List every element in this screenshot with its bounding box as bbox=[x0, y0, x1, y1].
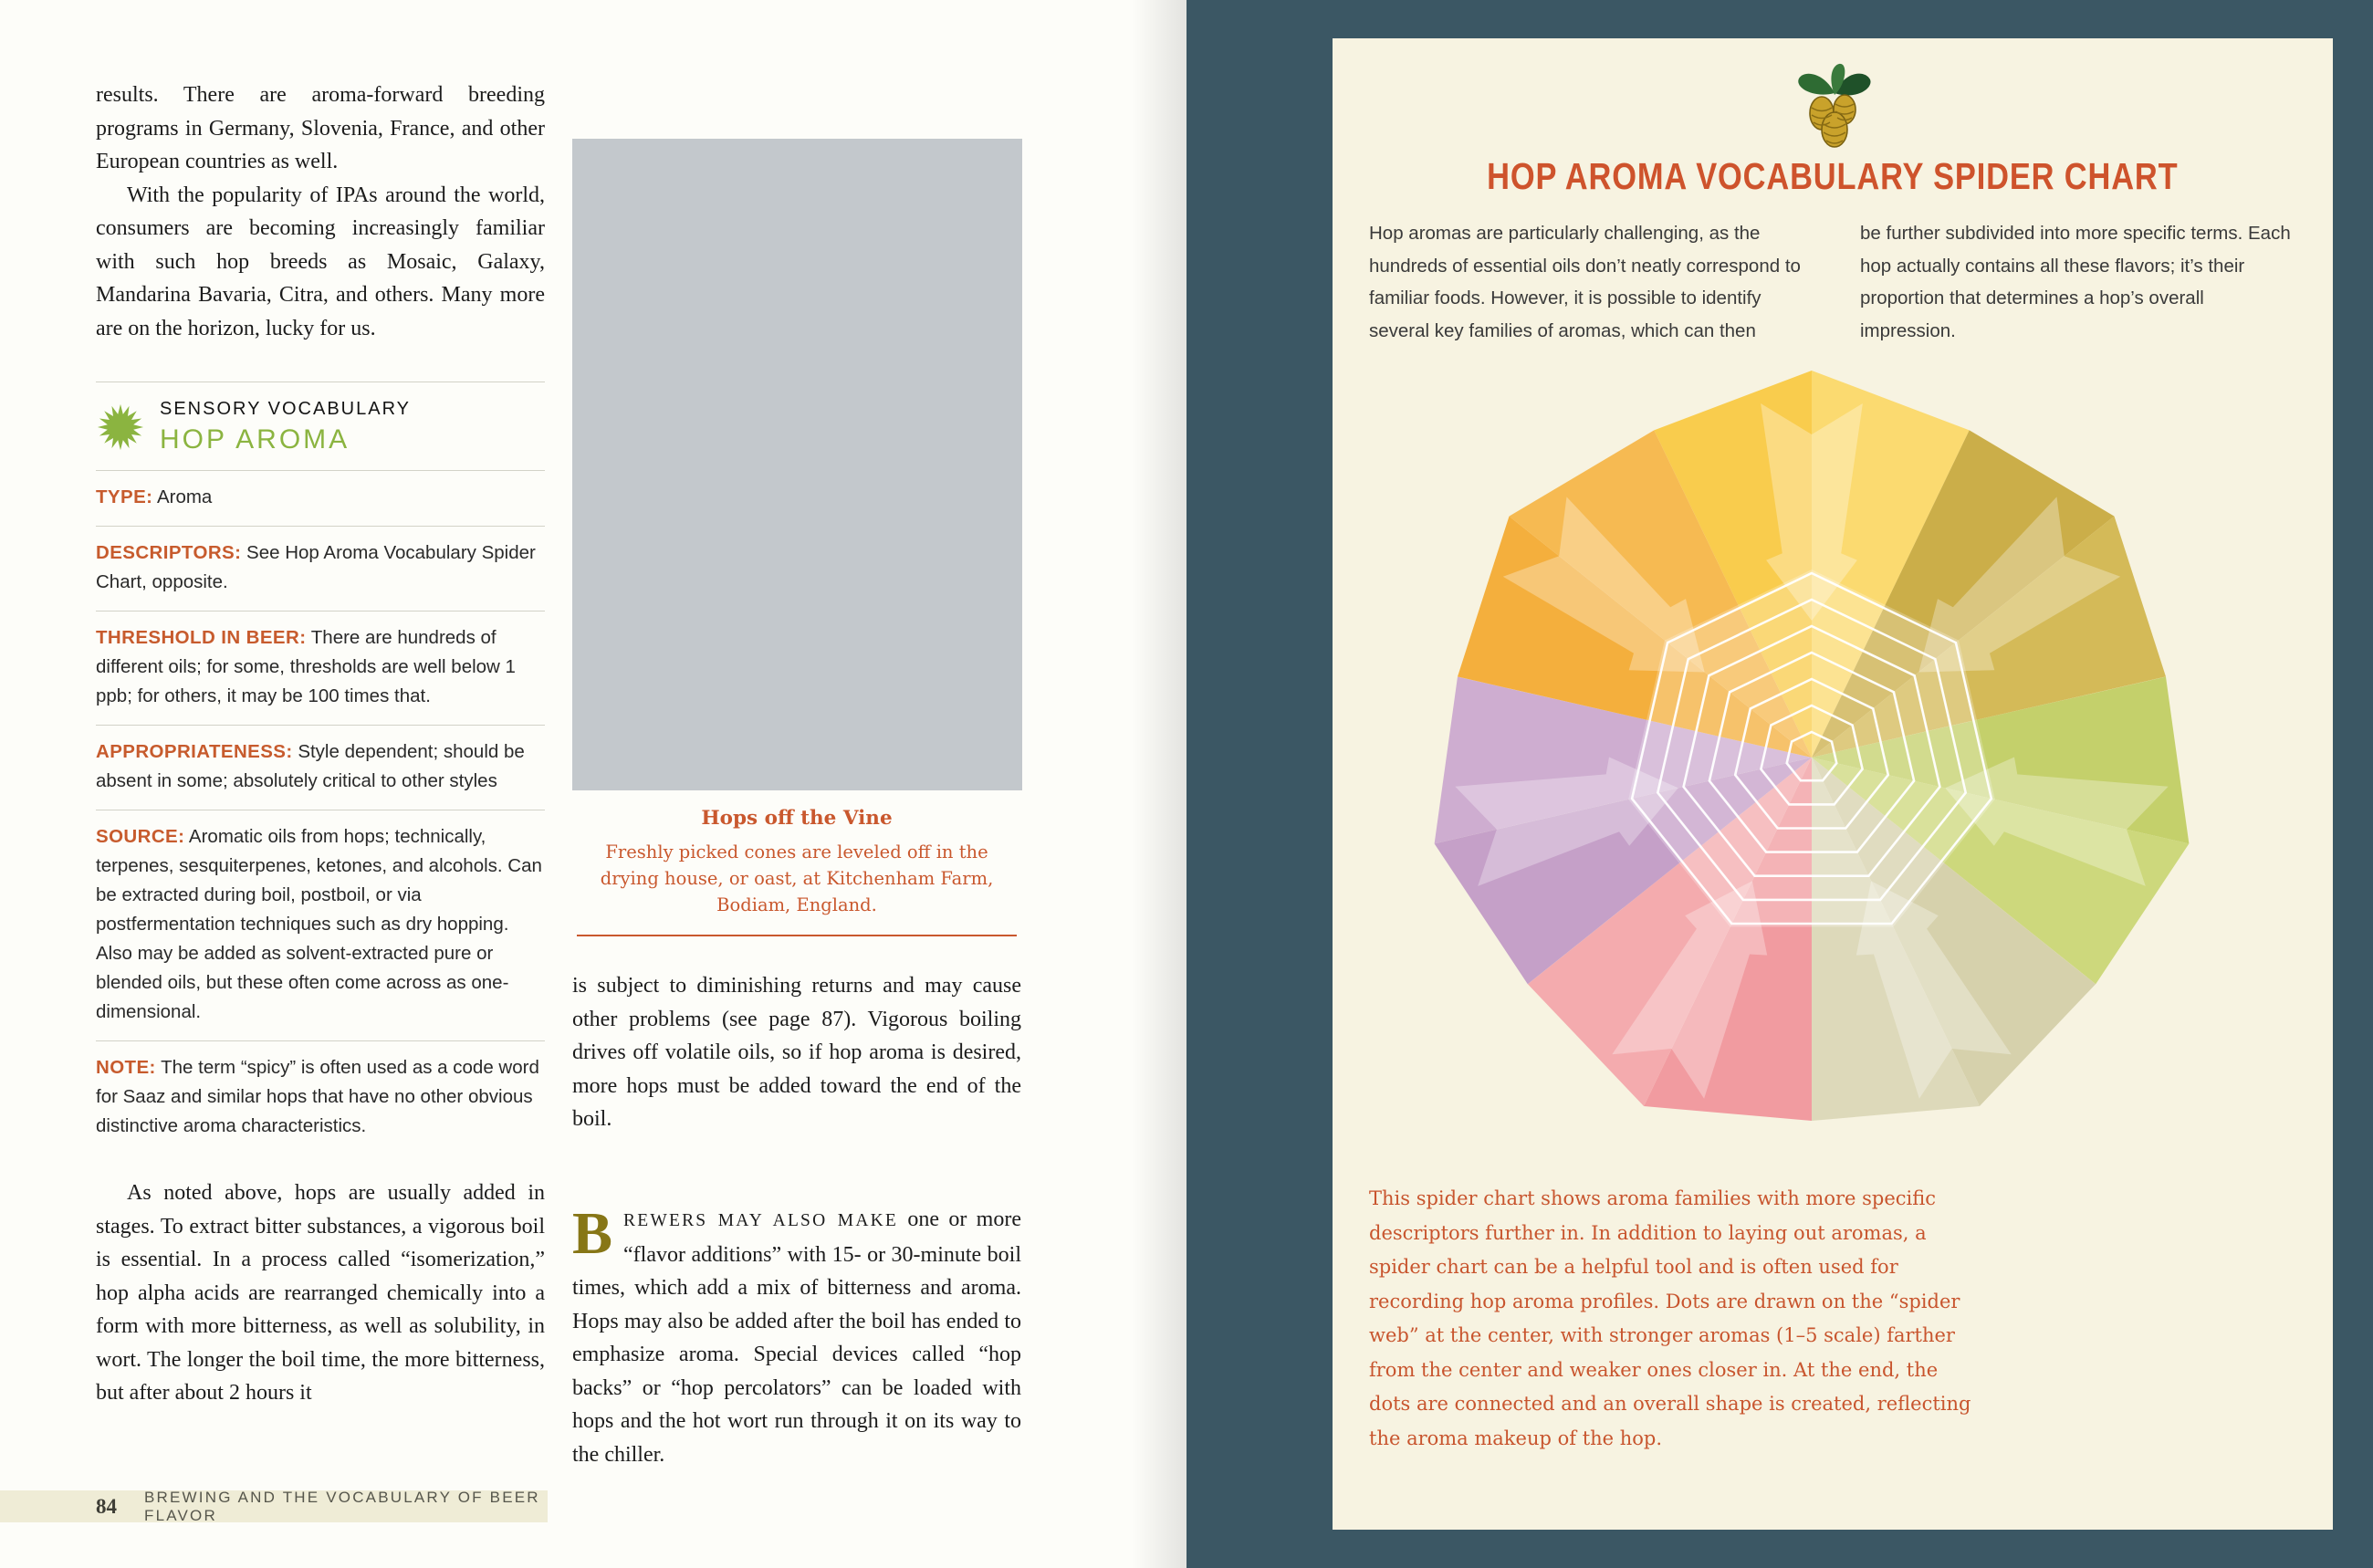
page-footer bbox=[0, 1490, 548, 1522]
example-spider-chart bbox=[1953, 1123, 2282, 1469]
spec-label: NOTE: bbox=[96, 1057, 156, 1078]
spec-row-appropriateness bbox=[96, 725, 545, 810]
intro-column-2: be further subdivided into more specific terms. Each hop actually contains all these flavors; it’s their proportion that determines a hop’s overall impression. bbox=[1860, 223, 2291, 341]
middle-column-dropcap-paragraph bbox=[572, 1200, 1021, 1471]
page-number: 84 bbox=[96, 1494, 117, 1518]
vocab-kicker: SENSORY VOCABULARY bbox=[160, 399, 411, 419]
sensory-vocabulary-header bbox=[96, 382, 545, 470]
spec-row-note bbox=[96, 1040, 545, 1155]
spec-text: Style dependent; should be absent in some; absolutely critical to other styles bbox=[96, 741, 525, 791]
spec-row-threshold bbox=[96, 611, 545, 725]
hop-aroma-spider-chart bbox=[1387, 338, 2263, 1177]
spec-label: APPROPRIATENESS: bbox=[96, 741, 293, 762]
hop-cones-icon bbox=[1792, 62, 1877, 150]
paragraph-rest: one or more “flavor additions” with 15- or 30-minute boil times, which add a mix of bitterness and aroma. Hops may also be added after the boil has ended to emphasize aroma. Special devices called “hop backs” or “hop percolators” can be loaded with hops and the hot wort run through it on its way to the chiller. bbox=[572, 1207, 1021, 1467]
vocab-title: HOP AROMA bbox=[160, 424, 350, 455]
middle-column-paragraph bbox=[572, 969, 1021, 1136]
intro-column-1: Hop aromas are particularly challenging, as the hundreds of essential oils don’t neatly correspond to familiar foods. However, it is possible to identify several key families of aromas, which can then bbox=[1369, 223, 1801, 341]
spec-label: TYPE: bbox=[96, 486, 153, 507]
caption-divider-rule bbox=[577, 935, 1017, 936]
left-column bbox=[96, 78, 545, 1410]
spider-chart-caption: This spider chart shows aroma families with more specific descriptors further in. In addition to laying out aromas, a spider chart can be a helpful tool and is often used for recording hop aroma profiles. Dots are drawn on the “spider web” at the center, with stronger aromas (1–5 scale) farther from the center and weaker ones closer in. At the end, the dots are connected and an overall shape is created, reflecting the aroma makeup of the hop. bbox=[1369, 1187, 1971, 1449]
body-paragraph: is subject to diminishing returns and may cause other problems (see page 87). Vigorous boiling drives off volatile oils, so if hop aroma is desired, more hops must be added toward the end of the boil. bbox=[572, 974, 1021, 1131]
spec-text: See Hop Aroma Vocabulary Spider Chart, opposite. bbox=[96, 542, 536, 592]
body-paragraph: With the popularity of IPAs around the world, consumers are becoming increasingly familiar with such hop breeds as Mosaic, Galaxy, Mandarina Bavaria, Citra, and others. Many more are on the horizon, lucky for us. bbox=[96, 183, 545, 340]
smallcaps-lead: REWERS MAY ALSO MAKE bbox=[623, 1211, 899, 1230]
spec-row-type bbox=[96, 470, 545, 526]
body-paragraph: As noted above, hops are usually added in stages. To extract bitter substances, a vigorous boil is essential. In a process called “isomerization,” hop alpha acids are rearranged chemically into a form with more bitterness, as well as solubility, in wort. The longer the boil time, the more bitterness, but after about 2 hours it bbox=[96, 1181, 545, 1405]
spec-text: Aroma bbox=[156, 486, 213, 507]
starburst-icon bbox=[96, 402, 145, 452]
spec-text: There are hundreds of different oils; for some, thresholds are well below 1 ppb; for others, it may be 100 times that. bbox=[96, 627, 516, 706]
hops-oast-photo bbox=[572, 139, 1022, 790]
photo-caption-text: Freshly picked cones are leveled off in the drying house, or oast, at Kitchenham Farm, Bodiam, England. bbox=[600, 841, 994, 915]
spec-label: DESCRIPTORS: bbox=[96, 542, 242, 563]
photo-caption-title: Hops off the Vine bbox=[701, 807, 893, 830]
spec-label: SOURCE: bbox=[96, 826, 185, 847]
spec-row-source bbox=[96, 810, 545, 1040]
page-gutter-shadow bbox=[1132, 0, 1186, 1568]
spec-text: Aromatic oils from hops; technically, terpenes, sesquiterpenes, ketones, and alcohols. Can be extracted during boil, postboil, or via postfermentation techniques such as dry hopping. Also may be added as solvent-extracted pure or blended oils, but these often come across as one-dimensional. bbox=[96, 826, 542, 1022]
photo-caption bbox=[589, 807, 1005, 918]
spec-label: THRESHOLD IN BEER: bbox=[96, 627, 307, 648]
panel-title: HOP AROMA VOCABULARY SPIDER CHART bbox=[1487, 155, 2179, 197]
spider-chart-panel bbox=[1333, 38, 2333, 1530]
body-paragraph: results. There are aroma-forward breeding programs in Germany, Slovenia, France, and other European countries as well. bbox=[96, 83, 545, 173]
running-title: BREWING AND THE VOCABULARY OF BEER FLAVOR bbox=[144, 1488, 540, 1524]
dropcap-letter: B bbox=[572, 1200, 613, 1267]
spec-text: The term “spicy” is often used as a code word for Saaz and similar hops that have no other obvious distinctive aroma characteristics. bbox=[96, 1057, 539, 1136]
hops-photo-illustration bbox=[572, 139, 1022, 790]
body-paragraph bbox=[572, 1200, 1021, 1471]
spec-row-descriptors bbox=[96, 526, 545, 611]
